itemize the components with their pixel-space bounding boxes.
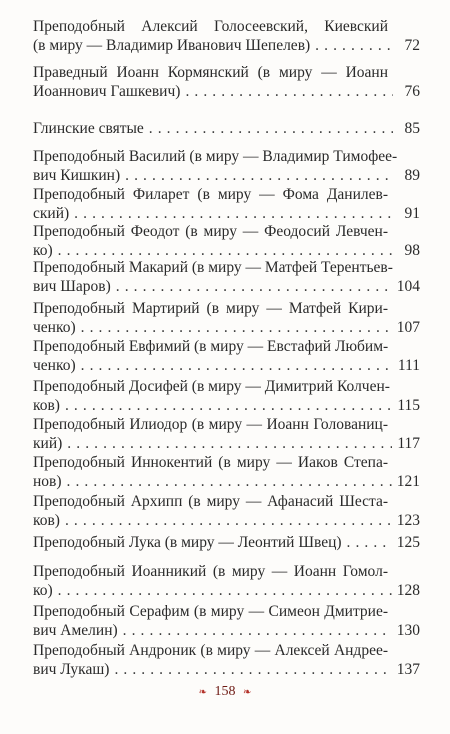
toc-page-number: 130 — [396, 622, 420, 639]
page-number: 158 — [214, 684, 236, 699]
toc-entry-text: Праведный Иоанн Кормянский (в миру — Иоанн — [33, 64, 388, 81]
ornament-left-icon: ❧ — [198, 686, 207, 698]
dot-leader — [65, 511, 392, 531]
toc-entry-text: Преподобный Алексий Голосеевский, Киевский — [33, 18, 388, 35]
toc-entry-text: (в миру — Владимир Иванович Шепелев) — [33, 37, 311, 54]
toc-entry-text: Преподобный Феодот (в миру — Феодосий Левчен- — [33, 223, 388, 240]
toc-entry-text: ский) — [33, 205, 70, 222]
toc-entry-last-line — [33, 277, 420, 297]
toc-page-number: 121 — [396, 473, 420, 490]
ornament-right-icon: ❧ — [243, 686, 252, 698]
toc-entry-text: ков) — [33, 512, 60, 529]
toc-entry-last-line — [33, 472, 420, 492]
toc-entry-last-line — [33, 621, 420, 641]
toc-entry-text: Преподобный Филарет (в миру — Фома Данилев- — [33, 186, 388, 203]
toc-entry-last-line — [33, 204, 420, 224]
toc-page-number: 91 — [404, 205, 420, 222]
toc-entry-text: ко) — [33, 242, 53, 259]
toc-page-number: 89 — [404, 167, 420, 184]
toc-page-number: 123 — [396, 512, 420, 529]
dot-leader — [125, 166, 393, 186]
dot-leader — [315, 36, 393, 56]
dot-leader — [116, 277, 392, 297]
toc-entry-text: Глинские святые — [33, 120, 144, 137]
toc-page-number: 111 — [397, 357, 420, 374]
dot-leader — [114, 660, 391, 680]
toc-entry-text: Преподобный Евфимий (в миру — Евстафий Любим- — [33, 338, 389, 355]
toc-page-number: 85 — [404, 120, 420, 137]
toc-entry-text: вич Кишкин) — [33, 167, 121, 184]
toc-entry-last-line — [33, 356, 420, 376]
toc-page-number: 104 — [396, 278, 420, 295]
toc-entry-text: ченко) — [33, 357, 76, 374]
dot-leader — [81, 318, 392, 338]
toc-entry-text: кий) — [33, 435, 63, 452]
dot-leader — [185, 82, 393, 102]
toc-entry-last-line — [33, 533, 420, 553]
dot-leader — [58, 581, 392, 601]
toc-entry-text: вич Лукаш) — [33, 661, 110, 678]
dot-leader — [67, 434, 392, 454]
toc-entry-text: Преподобный Андроник (в миру — Алексей Андрее- — [33, 642, 388, 659]
dot-leader — [347, 533, 392, 553]
toc-page-number: 72 — [404, 37, 420, 54]
toc-page-number: 76 — [404, 83, 420, 100]
toc-page-number: 115 — [397, 397, 420, 414]
dot-leader — [81, 356, 393, 376]
toc-entry-text: Иоаннович Гашкевич) — [33, 83, 181, 100]
toc-entry-text: ко) — [33, 582, 53, 599]
toc-entry-text: нов) — [33, 473, 62, 490]
toc-entry-last-line — [33, 82, 420, 102]
toc-page-number: 107 — [396, 319, 420, 336]
toc-entry-last-line — [33, 660, 420, 680]
page-footer — [0, 684, 450, 700]
toc-entry-last-line — [33, 119, 420, 139]
dot-leader — [74, 204, 393, 224]
toc-entry-last-line — [33, 511, 420, 531]
toc-entry-last-line — [33, 318, 420, 338]
toc-entry-text: Преподобный Илиодор (в миру — Иоанн Голованиц- — [33, 416, 388, 433]
toc-entry-text: Преподобный Иннокентий (в миру — Иаков Степа- — [33, 454, 388, 471]
toc-entry-text: Преподобный Лука (в миру — Леонтий Швец) — [33, 534, 342, 551]
toc-page-number: 137 — [396, 661, 420, 678]
toc-entry-text: вич Шаров) — [33, 278, 111, 295]
toc-entry-text: ков) — [33, 397, 60, 414]
toc-entry-text: Преподобный Серафим (в миру — Симеон Дмитрие- — [33, 603, 388, 620]
toc-entry-text: вич Амелин) — [33, 622, 118, 639]
toc-entry-text: Преподобный Мартирий (в миру — Матфей Кири- — [33, 300, 388, 317]
toc-page-number: 98 — [404, 242, 420, 259]
toc-entry-last-line — [33, 581, 420, 601]
toc-entry-last-line — [33, 434, 420, 454]
toc-entry-text: Преподобный Василий (в миру — Владимир Тимофее- — [33, 148, 398, 165]
dot-leader — [67, 472, 392, 492]
toc-entry-text: ченко) — [33, 319, 76, 336]
toc-page-number: 125 — [396, 534, 420, 551]
toc-entry-text: Преподобный Архипп (в миру — Афанасий Шеста- — [33, 493, 388, 510]
toc-page-number: 128 — [396, 582, 420, 599]
toc-page-number: 117 — [397, 435, 420, 452]
toc-entry-last-line — [33, 166, 420, 186]
dot-leader — [123, 621, 392, 641]
dot-leader — [65, 396, 392, 416]
toc-entry-last-line — [33, 396, 420, 416]
toc-entry-text: Преподобный Иоанникий (в миру — Иоанн Гомол- — [33, 563, 388, 580]
dot-leader — [149, 119, 393, 139]
toc-entry-text: Преподобный Макарий (в миру — Матфей Терентьев- — [33, 259, 393, 276]
toc-entry-text: Преподобный Досифей (в миру — Димитрий Колчен- — [33, 378, 390, 395]
toc-entry-last-line — [33, 36, 420, 56]
